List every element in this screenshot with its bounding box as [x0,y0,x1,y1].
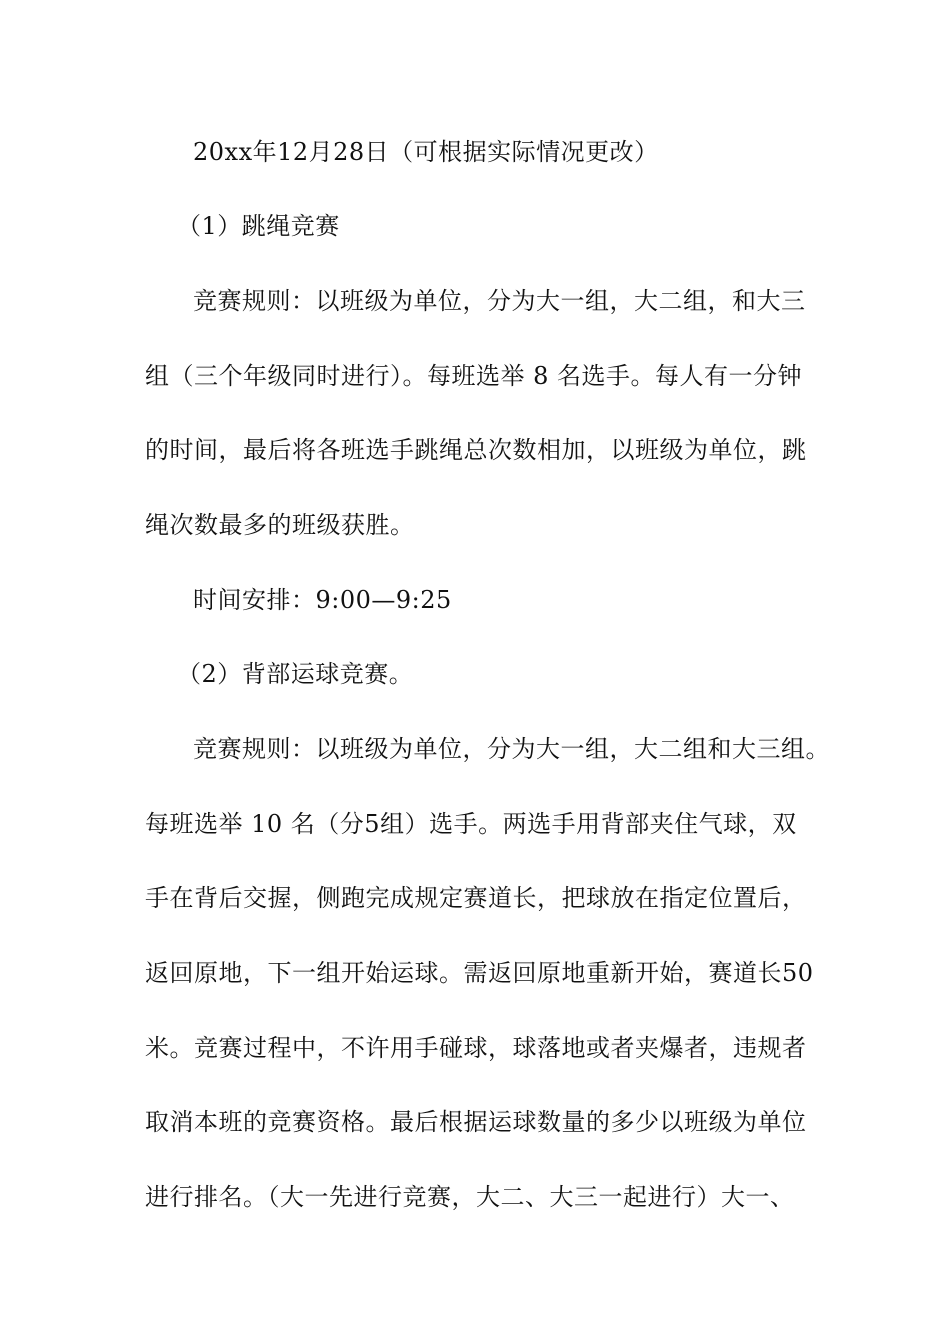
paragraph-line: 进行排名。（大一先进行竞赛，大二、大三一起进行）大一、 [145,1183,795,1211]
date-line: 20xx年12月28日（可根据实际情况更改） [193,138,659,166]
section-heading-jump-rope: （1）跳绳竞赛 [177,212,340,240]
schedule-line: 时间安排：9:00—9:25 [193,586,452,614]
paragraph-line: 的时间，最后将各班选手跳绳总次数相加，以班级为单位，跳 [145,436,807,464]
paragraph-line: 手在背后交握，侧跑完成规定赛道长，把球放在指定位置后， [145,884,807,912]
paragraph-line: 米。竞赛过程中，不许用手碰球，球落地或者夹爆者，违规者 [145,1034,807,1062]
paragraph-line: 组（三个年级同时进行）。每班选举 8 名选手。每人有一分钟 [145,362,803,390]
paragraph-line: 每班选举 10 名（分5组）选手。两选手用背部夹住气球，双 [145,810,797,838]
paragraph-line: 返回原地，下一组开始运球。需返回原地重新开始，赛道长50 [145,959,814,987]
paragraph-line: 取消本班的竞赛资格。最后根据运球数量的多少以班级为单位 [145,1108,807,1136]
paragraph-line: 竞赛规则：以班级为单位，分为大一组，大二组和大三组。 [193,735,830,763]
paragraph-line: 绳次数最多的班级获胜。 [145,511,415,539]
paragraph-line: 竞赛规则：以班级为单位，分为大一组，大二组，和大三 [193,287,806,315]
section-heading-back-ball: （2）背部运球竞赛。 [177,660,414,688]
